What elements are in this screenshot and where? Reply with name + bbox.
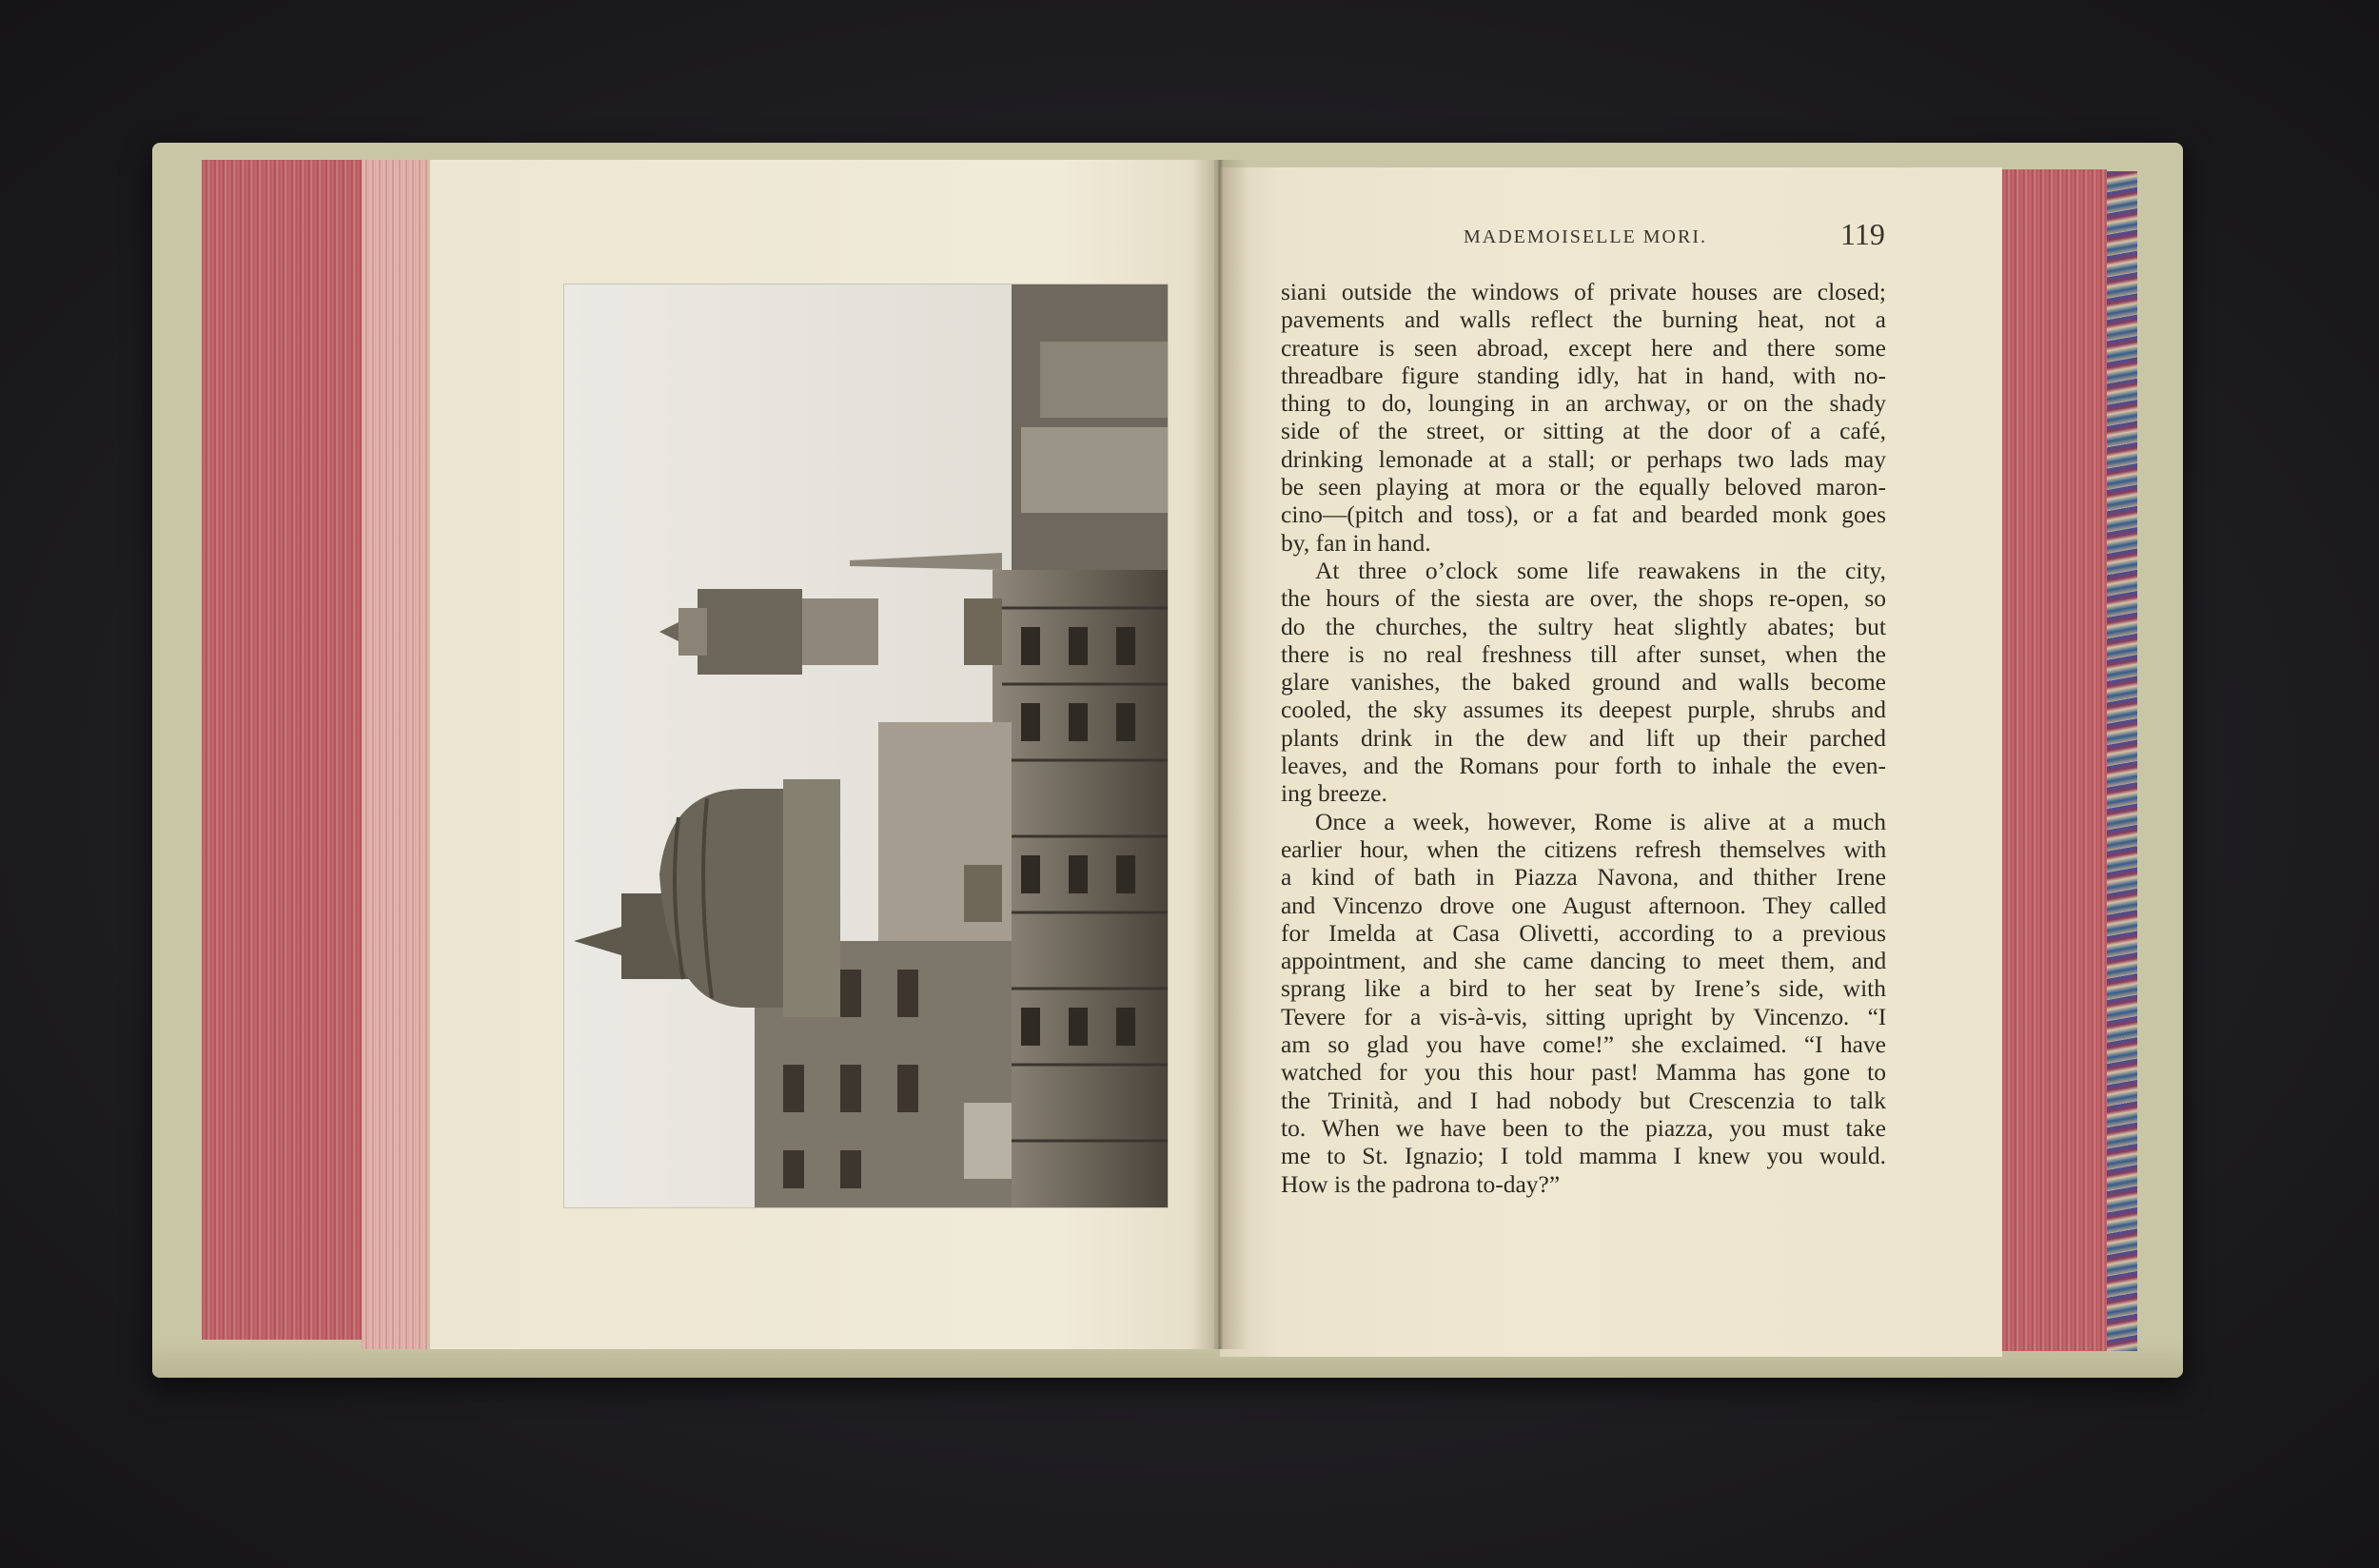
text-line: sprang like a bird to her seat by Irene’s side, with <box>1281 974 1886 1003</box>
text-line: At three o’clock some life reawakens in the city, <box>1315 556 1886 584</box>
marbled-endpaper <box>2107 171 2137 1351</box>
text-line: siani outside the windows of private houses are closed; <box>1281 278 1886 305</box>
text-line: do the churches, the sultry heat slightly abates; but <box>1281 612 1886 640</box>
text-line: and Vincenzo drove one August afternoon. They called <box>1281 891 1886 919</box>
text-line: a kind of bath in Piazza Navona, and thither Irene <box>1281 863 1886 892</box>
page-number: 119 <box>1840 217 1885 251</box>
text-line: thing to do, lounging in an archway, or on the shady <box>1281 389 1886 418</box>
text-line: appointment, and she came dancing to meet them, and <box>1281 947 1886 975</box>
text-line: pavements and walls reflect the burning heat, not a <box>1281 305 1886 334</box>
text-line: How is the padrona to-day?” <box>1281 1169 1561 1198</box>
text-line: cino—(pitch and toss), or a fat and bearded monk goes <box>1281 500 1886 529</box>
text-line: the Trinità, and I had nobody but Crescenzia to talk <box>1281 1086 1886 1114</box>
text-line: drinking lemonade at a stall; or perhaps two lads may <box>1281 444 1886 473</box>
text-line: to. When we have been to the piazza, you must take <box>1281 1113 1886 1142</box>
text-line: am so glad you have come!” she exclaimed. “I have <box>1281 1030 1886 1059</box>
text-line: leaves, and the Romans pour forth to inhale the even- <box>1281 752 1886 780</box>
book-gutter <box>1191 160 1248 1349</box>
text-line: side of the street, or sitting at the door of a café, <box>1281 417 1886 445</box>
text-line: ing breeze. <box>1281 779 1387 808</box>
text-line: the hours of the siesta are over, the shops re-open, so <box>1281 584 1886 613</box>
text-line: there is no real freshness till after sunset, when the <box>1281 639 1886 668</box>
left-page-edges <box>202 160 362 1340</box>
right-page-edges <box>2002 169 2107 1351</box>
text-line: glare vanishes, the baked ground and walls become <box>1281 668 1886 696</box>
text-line: plants drink in the dew and lift up their parched <box>1281 723 1886 752</box>
body-text <box>1281 278 1886 1198</box>
text-line: Once a week, however, Rome is alive at a much <box>1315 807 1886 835</box>
text-line: earlier hour, when the citizens refresh themselves with <box>1281 834 1886 863</box>
left-page-edges-inner <box>362 160 428 1349</box>
text-line: watched for you this hour past! Mamma has gone to <box>1281 1058 1886 1087</box>
photograph-plate <box>563 284 1169 1208</box>
text-line: me to St. Ignazio; I told mamma I knew you would. <box>1281 1142 1886 1170</box>
text-line: for Imelda at Casa Olivetti, according to a previous <box>1281 918 1886 947</box>
church-photograph <box>564 284 1168 1207</box>
text-line: threadbare figure standing idly, hat in hand, with no- <box>1281 361 1886 389</box>
text-line: be seen playing at mora or the equally beloved maron- <box>1281 473 1886 501</box>
text-line: cooled, the sky assumes its deepest purple, shrubs and <box>1281 696 1886 724</box>
text-line: Tevere for a vis-à-vis, sitting upright by Vincenzo. “I <box>1281 1002 1886 1030</box>
text-line: by, fan in hand. <box>1281 528 1431 557</box>
running-head: MADEMOISELLE MORI. <box>1464 226 1707 247</box>
text-line: creature is seen abroad, except here and there some <box>1281 333 1886 362</box>
